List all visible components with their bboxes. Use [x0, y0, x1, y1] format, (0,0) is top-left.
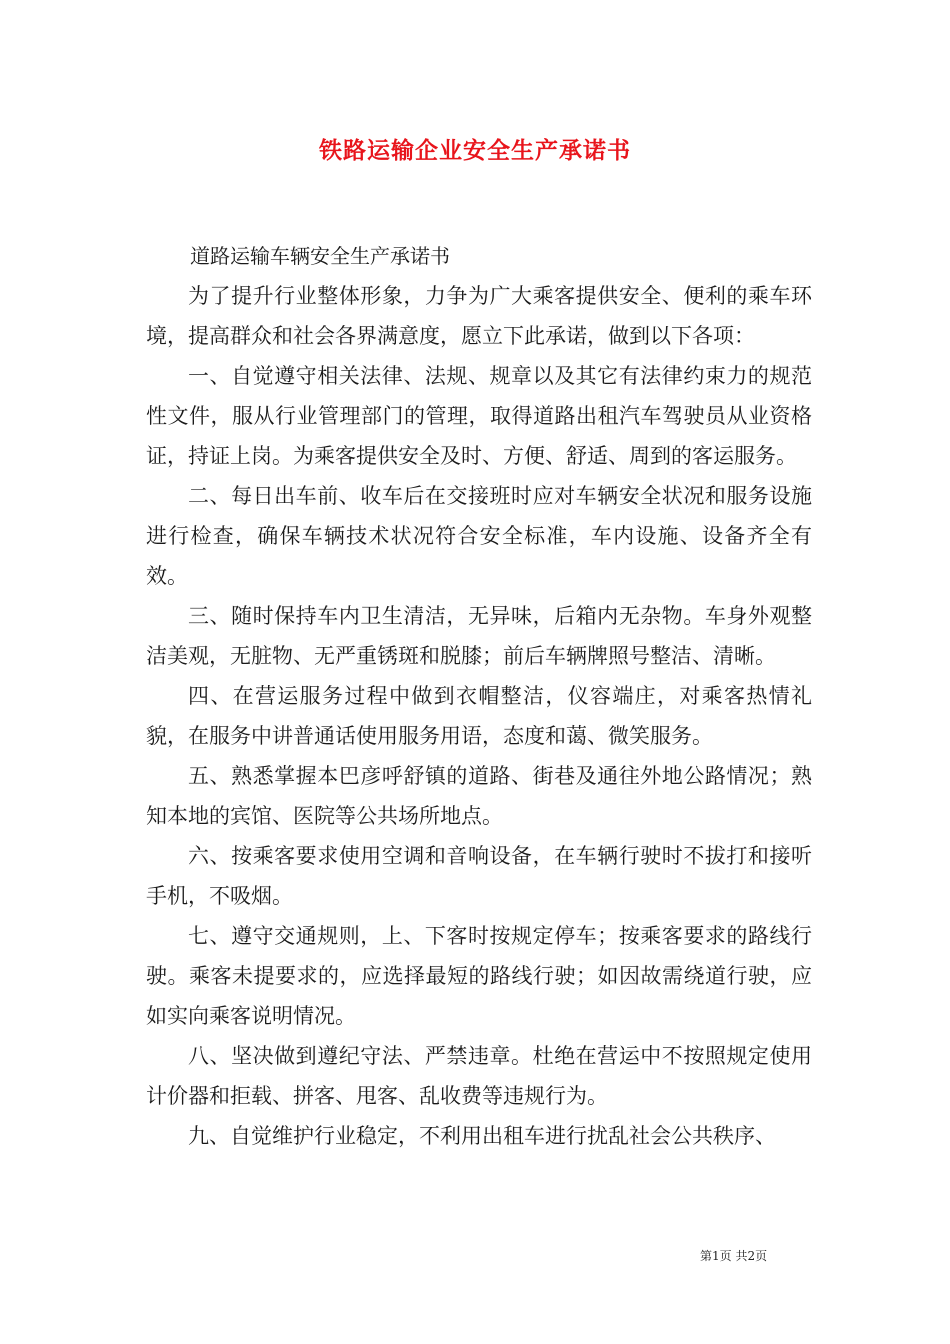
- paragraph-item-5: 五、熟悉掌握本巴彦呼舒镇的道路、街巷及通往外地公路情况；熟知本地的宾馆、医院等公共场所地点。: [146, 764, 812, 828]
- document-subtitle: 道路运输车辆安全生产承诺书: [190, 244, 450, 268]
- document-body: [146, 236, 812, 1156]
- paragraph-intro: 为了提升行业整体形象，力争为广大乘客提供安全、便利的乘车环境，提高群众和社会各界满意度，愿立下此承诺，做到以下各项：: [146, 284, 812, 348]
- paragraph-item-8: 八、坚决做到遵纪守法、严禁违章。杜绝在营运中不按照规定使用计价器和拒载、拼客、甩客、乱收费等违规行为。: [146, 1044, 812, 1108]
- paragraph-item-2: 二、每日出车前、收车后在交接班时应对车辆安全状况和服务设施进行检查，确保车辆技术状况符合安全标准，车内设施、设备齐全有效。: [146, 484, 812, 588]
- paragraph-item-4: 四、在营运服务过程中做到衣帽整洁，仪容端庄，对乘客热情礼貌，在服务中讲普通话使用服务用语，态度和蔼、微笑服务。: [146, 684, 812, 748]
- page-number: 第1页 共2页: [700, 1249, 768, 1263]
- paragraph-item-3: 三、随时保持车内卫生清洁，无异味，后箱内无杂物。车身外观整洁美观，无脏物、无严重锈斑和脱膝；前后车辆牌照号整洁、清晰。: [146, 604, 812, 668]
- paragraph-item-1: 一、自觉遵守相关法律、法规、规章以及其它有法律约束力的规范性文件，服从行业管理部门的管理，取得道路出租汽车驾驶员从业资格证，持证上岗。为乘客提供安全及时、方便、舒适、周到的客运服务。: [146, 364, 812, 468]
- paragraph-item-7: 七、遵守交通规则，上、下客时按规定停车；按乘客要求的路线行驶。乘客未提要求的，应选择最短的路线行驶；如因故需绕道行驶，应如实向乘客说明情况。: [146, 924, 812, 1028]
- paragraph-item-6: 六、按乘客要求使用空调和音响设备，在车辆行驶时不拔打和接听手机，不吸烟。: [146, 844, 812, 908]
- document-title: 铁路运输企业安全生产承诺书: [319, 137, 631, 164]
- paragraph-item-9: 九、自觉维护行业稳定，不利用出租车进行扰乱社会公共秩序、: [188, 1124, 776, 1148]
